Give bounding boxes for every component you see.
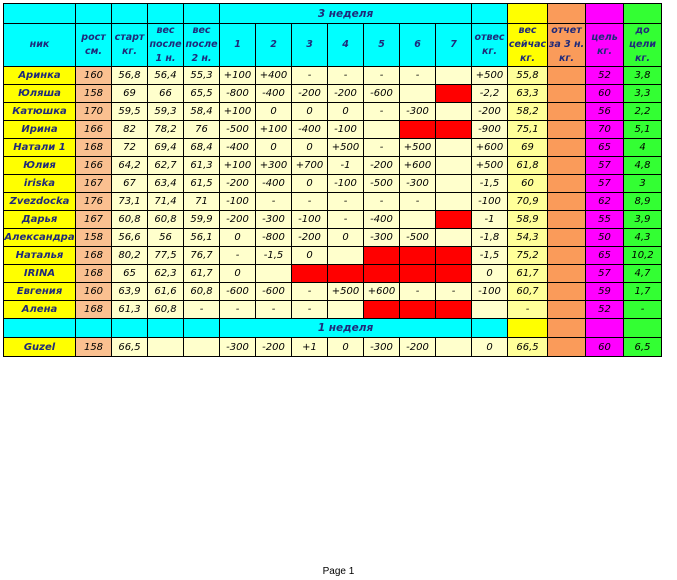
data-cell: -100 [472,193,508,211]
data-cell: 69 [112,85,148,103]
table-row [4,121,662,139]
data-cell: +500 [400,139,436,157]
column-header: ник [4,24,76,67]
data-cell: -400 [256,85,292,103]
data-cell: +500 [472,157,508,175]
data-cell: 57 [586,157,624,175]
data-cell: 57 [586,265,624,283]
data-cell: +1 [292,338,328,357]
data-cell [400,85,436,103]
data-cell: 3,9 [624,211,662,229]
data-cell: 77,5 [148,247,184,265]
data-cell [548,211,586,229]
data-cell [472,301,508,319]
data-cell: +300 [256,157,292,175]
data-cell: 71,4 [148,193,184,211]
data-cell: 52 [586,301,624,319]
data-cell: -500 [400,229,436,247]
nick-cell: Евгения [4,283,76,301]
data-cell: -200 [220,211,256,229]
data-cell [548,338,586,357]
data-cell: 158 [76,229,112,247]
data-cell [436,121,472,139]
nick-cell: Аринка [4,67,76,85]
data-cell: +600 [472,139,508,157]
data-cell: -200 [220,175,256,193]
week1-title: 1 неделя [220,319,472,338]
nick-cell: Катюшка [4,103,76,121]
data-cell: 158 [76,85,112,103]
data-cell: 67 [112,175,148,193]
data-cell: 73,1 [112,193,148,211]
table-row [4,265,662,283]
data-cell: - [292,301,328,319]
data-cell: - [292,283,328,301]
column-header: отвес кг. [472,24,508,67]
data-cell: -200 [472,103,508,121]
data-cell [364,121,400,139]
data-cell: 61,8 [508,157,548,175]
data-cell [400,301,436,319]
data-cell: 168 [76,247,112,265]
data-cell: 62,7 [148,157,184,175]
data-cell: 0 [292,175,328,193]
data-cell: 55 [586,211,624,229]
data-cell: -400 [364,211,400,229]
data-cell: -300 [220,338,256,357]
data-cell: 4,3 [624,229,662,247]
data-cell: 0 [220,229,256,247]
data-cell: 60 [586,338,624,357]
data-cell: -500 [220,121,256,139]
data-cell: -1,5 [472,175,508,193]
nick-cell: iriska [4,175,76,193]
data-cell: -200 [256,338,292,357]
data-cell [548,157,586,175]
data-cell: - [364,67,400,85]
data-cell: 68,4 [184,139,220,157]
week-title: 3 неделя [220,4,472,24]
data-cell: -200 [364,157,400,175]
nick-cell: Zvezdocka [4,193,76,211]
data-cell: +500 [472,67,508,85]
table-row [4,103,662,121]
data-cell: - [328,193,364,211]
data-cell: 55,8 [508,67,548,85]
data-cell: - [364,103,400,121]
data-cell: 80,2 [112,247,148,265]
data-cell: 3,8 [624,67,662,85]
table-row [4,301,662,319]
table-row [4,229,662,247]
data-cell: -200 [328,85,364,103]
data-cell: 160 [76,67,112,85]
data-cell [400,121,436,139]
data-cell: 78,2 [148,121,184,139]
data-cell: +100 [220,157,256,175]
table-row [4,175,662,193]
data-cell: 70 [586,121,624,139]
data-cell: - [364,139,400,157]
data-cell [328,301,364,319]
data-cell [436,265,472,283]
data-cell [328,247,364,265]
data-cell: 0 [328,103,364,121]
data-cell [548,301,586,319]
header-row-top [4,4,662,24]
data-cell [400,265,436,283]
data-cell: 60,7 [508,283,548,301]
data-cell: 0 [292,103,328,121]
column-header: 7 [436,24,472,67]
column-header: цель кг. [586,24,624,67]
data-cell: 61,5 [184,175,220,193]
nick-cell: IRINA [4,265,76,283]
data-cell: 64,2 [112,157,148,175]
data-cell [548,283,586,301]
data-cell: -900 [472,121,508,139]
data-cell [548,121,586,139]
data-cell: -800 [256,229,292,247]
data-cell: +500 [328,139,364,157]
data-cell [364,265,400,283]
data-cell: 1,7 [624,283,662,301]
data-cell: 65,5 [184,85,220,103]
data-cell: +100 [220,67,256,85]
data-cell: 61,7 [508,265,548,283]
data-cell: 62 [586,193,624,211]
page-number: Page 1 [322,566,355,577]
data-cell: -300 [400,175,436,193]
data-cell [548,193,586,211]
data-cell [436,301,472,319]
data-cell: -500 [364,175,400,193]
data-cell: -1,5 [256,247,292,265]
data-cell: - [292,67,328,85]
data-cell [184,338,220,357]
data-cell: - [400,67,436,85]
data-cell: 66,5 [112,338,148,357]
data-cell: -800 [220,85,256,103]
data-cell: 176 [76,193,112,211]
data-cell [436,211,472,229]
data-cell: 168 [76,139,112,157]
data-cell: 59,5 [112,103,148,121]
data-cell: 61,3 [112,301,148,319]
data-cell: 60,8 [112,211,148,229]
data-cell: 3 [624,175,662,193]
data-cell: - [624,301,662,319]
table-row [4,193,662,211]
nick-cell: Алена [4,301,76,319]
data-cell: +500 [328,283,364,301]
data-cell [364,301,400,319]
data-cell: - [364,193,400,211]
data-cell: -300 [256,211,292,229]
data-cell [436,229,472,247]
data-cell: - [508,301,548,319]
data-cell: -100 [220,193,256,211]
data-cell [548,103,586,121]
data-cell: 58,4 [184,103,220,121]
data-cell: - [328,67,364,85]
data-cell: 166 [76,157,112,175]
data-cell [436,157,472,175]
data-cell: 75,1 [508,121,548,139]
data-cell [436,139,472,157]
data-cell: 63,4 [148,175,184,193]
data-cell: 4 [624,139,662,157]
data-cell: 56,1 [184,229,220,247]
column-header: 5 [364,24,400,67]
data-cell [400,247,436,265]
data-cell [256,265,292,283]
data-cell: 56,4 [148,67,184,85]
column-header: вес после 2 н. [184,24,220,67]
data-cell: -400 [220,139,256,157]
data-cell: 61,7 [184,265,220,283]
column-header: 3 [292,24,328,67]
data-cell: 8,9 [624,193,662,211]
data-cell: 0 [472,265,508,283]
data-cell: 60,8 [184,283,220,301]
data-cell [548,175,586,193]
weight-loss-table [3,3,662,357]
data-cell: -200 [292,229,328,247]
column-header-row [4,24,662,67]
data-cell: 72 [112,139,148,157]
data-cell [328,265,364,283]
table-row [4,211,662,229]
data-cell: 60,8 [148,211,184,229]
data-cell: 58,2 [508,103,548,121]
data-cell: 56,6 [112,229,148,247]
data-cell: - [220,247,256,265]
data-cell: 5,1 [624,121,662,139]
column-header: вес после 1 н. [148,24,184,67]
data-cell: 56 [586,103,624,121]
data-cell: 168 [76,265,112,283]
data-cell: - [256,193,292,211]
column-header: до цели кг. [624,24,662,67]
data-cell: 60 [586,85,624,103]
data-cell [436,338,472,357]
data-cell [548,247,586,265]
data-cell: 59 [586,283,624,301]
data-cell: -100 [328,175,364,193]
data-cell: -100 [472,283,508,301]
table-row [4,67,662,85]
data-cell: 61,6 [148,283,184,301]
data-cell: 168 [76,301,112,319]
table-row [4,247,662,265]
data-cell: -100 [328,121,364,139]
data-cell: 62,3 [148,265,184,283]
column-header: 6 [400,24,436,67]
data-cell: 76,7 [184,247,220,265]
nick-cell: Натали 1 [4,139,76,157]
data-cell: 4,8 [624,157,662,175]
data-cell: 167 [76,211,112,229]
data-cell [436,67,472,85]
data-cell: -400 [292,121,328,139]
data-cell: 4,7 [624,265,662,283]
data-cell: 54,3 [508,229,548,247]
data-cell: 56 [148,229,184,247]
data-cell: 10,2 [624,247,662,265]
data-cell [548,67,586,85]
data-cell: - [292,193,328,211]
data-cell [436,103,472,121]
data-cell: -200 [292,85,328,103]
data-cell: +100 [256,121,292,139]
data-cell [436,175,472,193]
week1-header-row [4,319,662,338]
data-cell: 3,3 [624,85,662,103]
data-cell [364,247,400,265]
column-header: отчет за 3 н. кг. [548,24,586,67]
table-row [4,338,662,357]
data-cell: 57 [586,175,624,193]
data-cell: 63,3 [508,85,548,103]
data-cell: 0 [292,139,328,157]
column-header: вес сейчас кг. [508,24,548,67]
table-row [4,283,662,301]
data-cell: -600 [364,85,400,103]
data-cell: - [328,211,364,229]
data-cell: 69,4 [148,139,184,157]
column-header: 2 [256,24,292,67]
data-cell [548,265,586,283]
data-cell: - [400,283,436,301]
column-header: рост см. [76,24,112,67]
data-cell: 55,3 [184,67,220,85]
table-row [4,139,662,157]
data-cell: -1 [472,211,508,229]
data-cell: 166 [76,121,112,139]
data-cell: 61,3 [184,157,220,175]
data-cell: - [256,301,292,319]
data-cell: +400 [256,67,292,85]
data-cell: 66,5 [508,338,548,357]
column-header: 4 [328,24,364,67]
nick-cell: Наталья [4,247,76,265]
data-cell: 69 [508,139,548,157]
data-cell [436,85,472,103]
data-cell: 170 [76,103,112,121]
data-cell: 59,9 [184,211,220,229]
data-cell [548,85,586,103]
table-row [4,85,662,103]
data-cell: 66 [148,85,184,103]
data-cell: 2,2 [624,103,662,121]
data-cell: 167 [76,175,112,193]
data-cell: 158 [76,338,112,357]
data-cell: 65 [112,265,148,283]
data-cell: 63,9 [112,283,148,301]
data-cell: -1 [328,157,364,175]
table-row [4,157,662,175]
data-cell: 0 [256,139,292,157]
data-cell: -1,8 [472,229,508,247]
data-cell [292,265,328,283]
data-cell: 0 [328,338,364,357]
data-cell: 0 [472,338,508,357]
column-header: 1 [220,24,256,67]
data-cell: +600 [400,157,436,175]
data-cell: 52 [586,67,624,85]
data-cell: -300 [364,338,400,357]
data-cell: -300 [400,103,436,121]
data-cell: 6,5 [624,338,662,357]
data-cell: 58,9 [508,211,548,229]
data-cell: 59,3 [148,103,184,121]
data-cell: 0 [220,265,256,283]
data-cell: +100 [220,103,256,121]
data-cell: 82 [112,121,148,139]
data-cell: 76 [184,121,220,139]
data-cell: - [184,301,220,319]
data-cell: 50 [586,229,624,247]
data-cell [400,211,436,229]
data-cell: -400 [256,175,292,193]
data-cell: -600 [256,283,292,301]
data-cell: -2,2 [472,85,508,103]
data-cell: 0 [328,229,364,247]
data-cell: 60 [508,175,548,193]
data-cell: - [436,283,472,301]
data-cell: 70,9 [508,193,548,211]
data-cell [436,247,472,265]
data-cell: 65 [586,247,624,265]
data-cell [548,139,586,157]
data-cell: 0 [256,103,292,121]
data-cell: -200 [400,338,436,357]
nick-cell: Ирина [4,121,76,139]
nick-cell: Юляша [4,85,76,103]
data-cell: 75,2 [508,247,548,265]
data-cell: +600 [364,283,400,301]
data-cell: +700 [292,157,328,175]
data-cell: 65 [586,139,624,157]
data-cell: - [400,193,436,211]
nick-cell: Александра [4,229,76,247]
data-cell: -1,5 [472,247,508,265]
data-cell: 71 [184,193,220,211]
nick-cell: Guzel [4,338,76,357]
data-cell: 60,8 [148,301,184,319]
data-cell: 0 [292,247,328,265]
nick-cell: Дарья [4,211,76,229]
data-cell: -100 [292,211,328,229]
data-cell [436,193,472,211]
data-cell: 56,8 [112,67,148,85]
column-header: старт кг. [112,24,148,67]
nick-cell: Юлия [4,157,76,175]
data-cell [548,229,586,247]
data-cell: -300 [364,229,400,247]
data-cell: 160 [76,283,112,301]
data-cell [148,338,184,357]
data-cell: -600 [220,283,256,301]
data-cell: - [220,301,256,319]
